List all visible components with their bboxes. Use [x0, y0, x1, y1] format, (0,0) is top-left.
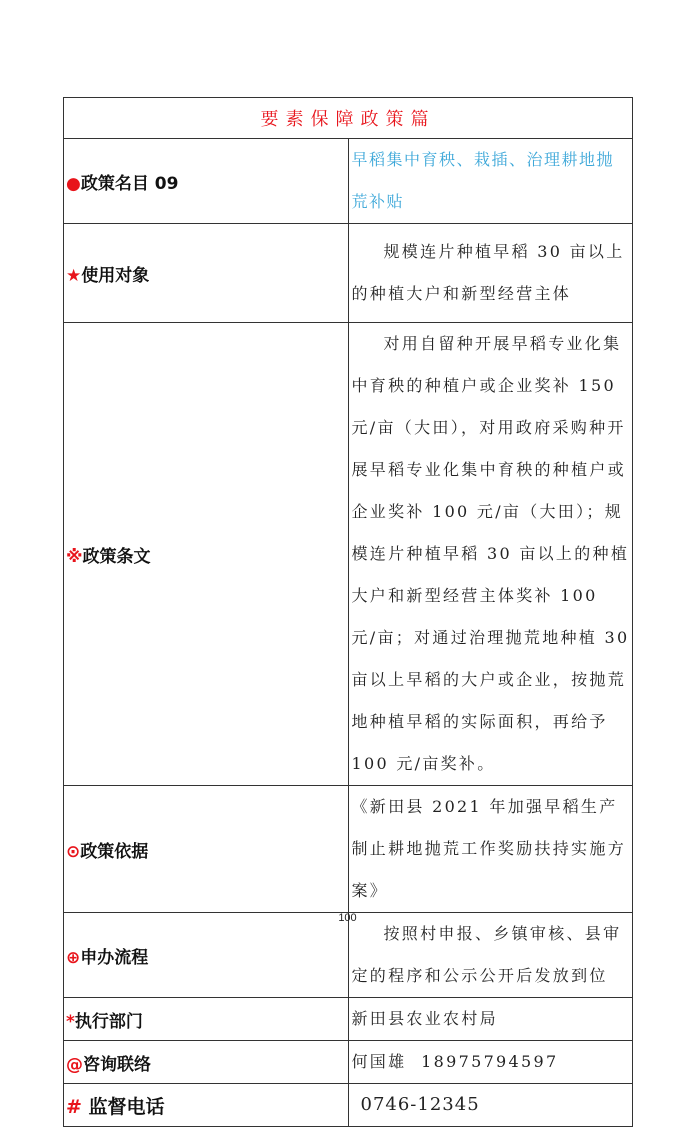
department-row	[64, 998, 633, 1041]
star-icon: ★	[66, 265, 82, 286]
basis-row	[64, 786, 633, 913]
contact-row	[64, 1041, 633, 1084]
circled-dot-icon: ⊙	[66, 841, 81, 862]
at-icon: @	[66, 1054, 83, 1075]
reference-mark-icon: ※	[66, 546, 83, 567]
process-row	[64, 913, 633, 998]
basis-value: 《新田县 2021 年加强早稻生产制止耕地抛荒工作奖励扶持实施方案》	[348, 786, 633, 913]
clauses-row	[64, 323, 633, 786]
page-number: 100	[338, 912, 357, 924]
contact-value: 何国雄 18975794597	[348, 1041, 633, 1084]
row-label	[64, 786, 349, 913]
section-title: 要素保障政策篇	[64, 98, 633, 139]
process-value: 按照村申报、乡镇审核、县审定的程序和公示公开后发放到位	[348, 913, 633, 998]
target-value: 规模连片种植早稻 30 亩以上的种植大户和新型经营主体	[348, 224, 633, 323]
policy-table	[63, 97, 633, 1127]
label-text: 执行部门	[74, 1011, 143, 1032]
asterisk-icon: *	[66, 1011, 75, 1032]
label-text: 政策依据	[80, 841, 149, 862]
hash-icon: #	[66, 1095, 82, 1118]
policy-name-value: 早稻集中育秧、栽插、治理耕地抛荒补贴	[348, 139, 633, 224]
department-value: 新田县农业农村局	[348, 998, 633, 1041]
target-row	[64, 224, 633, 323]
title-row	[64, 98, 633, 139]
circled-plus-icon: ⊕	[66, 947, 81, 968]
label-text: 申办流程	[80, 947, 149, 968]
row-label	[64, 139, 349, 224]
row-label	[64, 224, 349, 323]
label-text: 咨询联络	[83, 1054, 151, 1075]
label-text: 政策名目 09	[80, 173, 179, 194]
row-label	[64, 1084, 349, 1127]
red-dot-icon: ●	[66, 173, 81, 194]
supervision-phone-value: 0746-12345	[348, 1084, 633, 1127]
supervision-row	[64, 1084, 633, 1127]
label-text: 监督电话	[81, 1095, 165, 1118]
label-text: 政策条文	[82, 546, 151, 567]
label-text: 使用对象	[81, 265, 150, 286]
clauses-value: 对用自留种开展早稻专业化集中育秧的种植户或企业奖补 150 元/亩（大田），对用政府采购种开展早稻专业化集中育秧的种植户或企业奖补 100 元/亩（大田）；规模连片种植早稻 30 亩以上的种植大户和新型经营主体奖补 100 元/亩；对通过治理抛荒地种植 30 亩以上早稻的大户或企业，按抛荒地种植早稻的实际面积，再给予 100 元/亩奖补。	[348, 323, 633, 786]
row-label	[64, 323, 349, 786]
policy-name-row	[64, 139, 633, 224]
row-label	[64, 1041, 349, 1084]
row-label	[64, 998, 349, 1041]
row-label	[64, 913, 349, 998]
